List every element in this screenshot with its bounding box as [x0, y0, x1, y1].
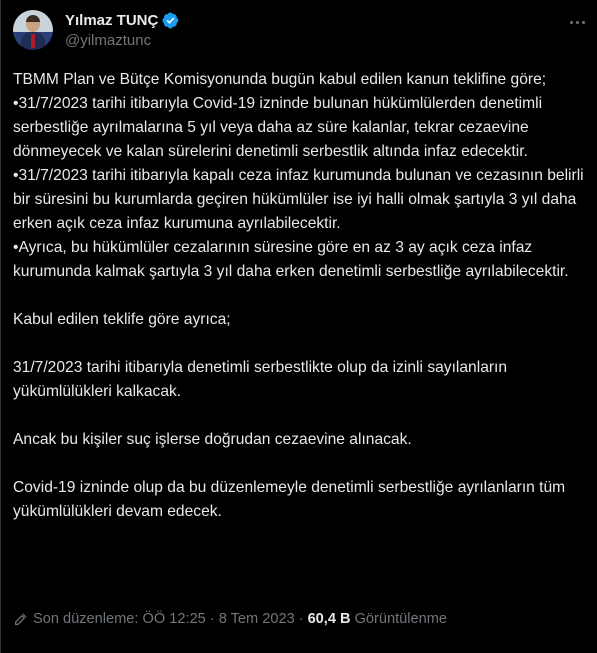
- tweet-meta: [13, 611, 447, 627]
- tweet-date[interactable]: 8 Tem 2023: [218, 611, 295, 627]
- tweet-paragraph: Covid-19 izninde olup da bu düzenlemeyle denetimli serbestliğe ayrılanların tüm yükümlülükleri devam edecek.: [13, 479, 570, 520]
- tweet-paragraph: •Ayrıca, bu hükümlüler cezalarının süresine göre en az 3 ay açık ceza infaz kurumunda kalmak şartıyla 3 yıl daha erken denetimli serbestliğe ayrılabilecektir.: [13, 239, 569, 280]
- tweet-header: [13, 10, 588, 54]
- edited-label[interactable]: Son düzenleme: ÖÖ 12:25: [33, 611, 206, 627]
- paragraph-gap: [13, 452, 585, 476]
- avatar[interactable]: [13, 10, 53, 50]
- meta-separator: ·: [298, 611, 304, 627]
- more-dot: [576, 21, 579, 24]
- tweet-paragraph: TBMM Plan ve Bütçe Komisyonunda bugün kabul edilen kanun teklifine göre;: [13, 71, 547, 88]
- tweet-paragraph: Ancak bu kişiler suç işlerse doğrudan cezaevine alınacak.: [13, 431, 412, 448]
- views-label: Görüntülenme: [354, 611, 448, 627]
- paragraph-gap: [13, 404, 585, 428]
- views-count: 60,4 B: [307, 611, 351, 627]
- pencil-icon: [13, 612, 28, 627]
- tweet-paragraph: •31/7/2023 tarihi itibarıyla Covid-19 izninde bulunan hükümlülerden denetimli serbestliğe ayrılmalarına 5 yıl veya daha az süre kalanlar, tekrar cezaevine dönmeyecek ve kalan sürelerini denetimli serbestlik altında infaz edecektir.: [13, 95, 547, 160]
- tweet-paragraph: •31/7/2023 tarihi itibarıyla kapalı ceza infaz kurumunda bulunan ve cezasının belirli bir süresini bu kurumlarda geçiren hükümlüler ise iyi halli olmak şartıyla 3 yıl daha erken açık ceza infaz kurumuna ayrılabilecektir.: [13, 167, 588, 232]
- tweet-text: [13, 68, 588, 524]
- paragraph-gap: [13, 284, 585, 308]
- tweet-paragraph: Kabul edilen teklife göre ayrıca;: [13, 311, 231, 328]
- tweet-paragraph: 31/7/2023 tarihi itibarıyla denetimli serbestlikte olup da izinli sayılanların yükümlülükleri kalkacak.: [13, 359, 512, 400]
- paragraph-gap: [13, 332, 585, 356]
- avatar-tie: [31, 34, 35, 48]
- more-options-icon[interactable]: [566, 12, 588, 32]
- more-dot: [570, 21, 573, 24]
- verified-badge-icon: [162, 12, 179, 29]
- author-name-row: [65, 12, 179, 29]
- more-dot: [582, 21, 585, 24]
- author-display-name[interactable]: Yılmaz TUNÇ: [65, 12, 159, 29]
- meta-separator: ·: [209, 611, 215, 627]
- author-handle[interactable]: @yilmaztunc: [65, 32, 152, 49]
- avatar-hair: [26, 15, 40, 22]
